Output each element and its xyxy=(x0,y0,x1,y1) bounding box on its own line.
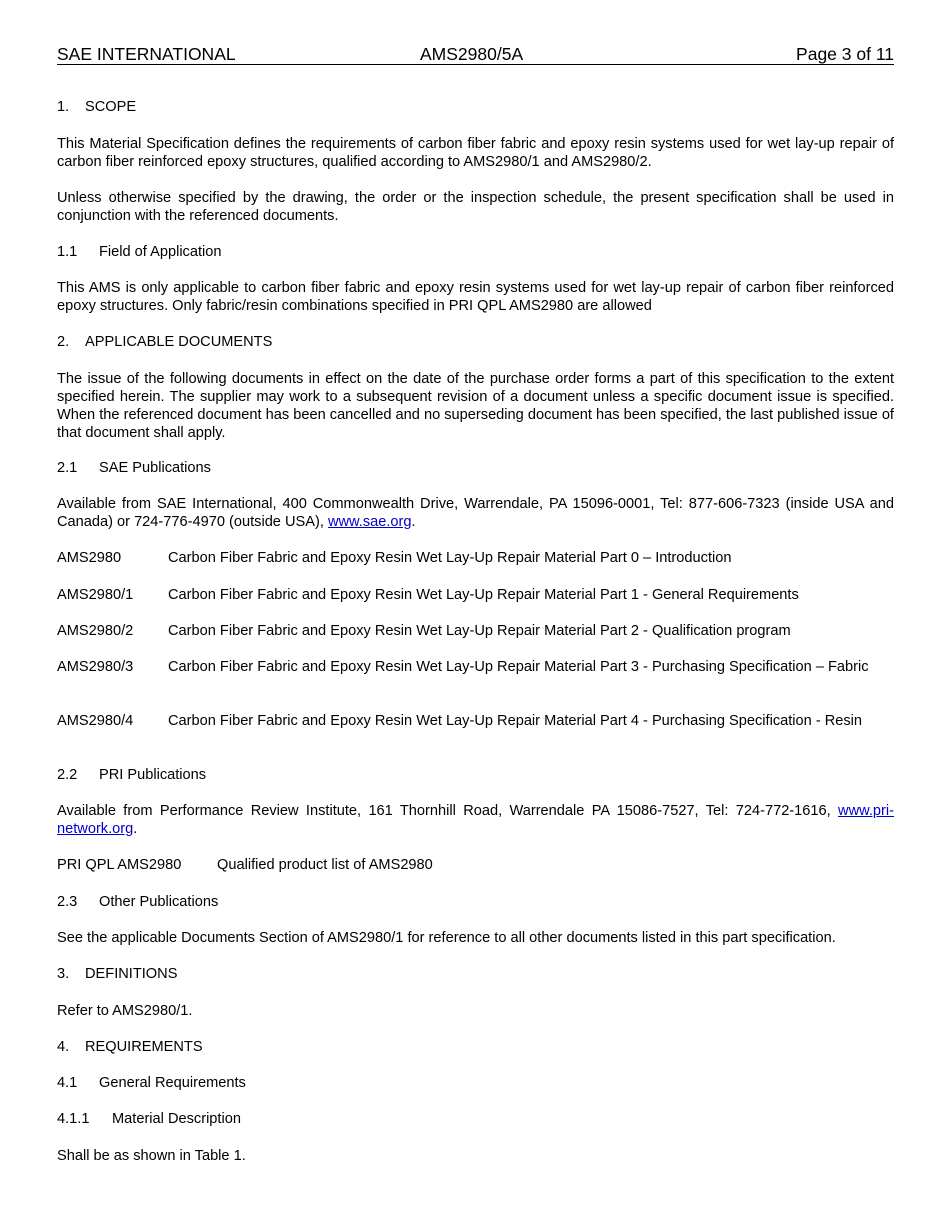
reference-description: Carbon Fiber Fabric and Epoxy Resin Wet Lay-Up Repair Material Part 0 – Introduction xyxy=(168,550,732,566)
section-heading-applicable-documents xyxy=(57,333,894,351)
other-publications-paragraph: See the applicable Documents Section of AMS2980/1 for reference to all other documents listed in this part specification. xyxy=(57,930,836,946)
section-heading-field-of-application xyxy=(57,243,894,261)
section-title: REQUIREMENTS xyxy=(85,1039,203,1055)
scope-paragraph-1: This Material Specification defines the requirements of carbon fiber fabric and epoxy resin systems used for wet lay-up repair of carbon fiber reinforced epoxy structures, qualified according to AMS2980/1 and AMS2980/2. xyxy=(57,136,894,170)
section-title: APPLICABLE DOCUMENTS xyxy=(85,334,273,350)
section-number: 4.1.1 xyxy=(57,1111,90,1127)
reference-description: Carbon Fiber Fabric and Epoxy Resin Wet Lay-Up Repair Material Part 4 - Purchasing Specification - Resin xyxy=(168,713,863,729)
section-heading-scope xyxy=(57,98,894,116)
header-doc-id: AMS2980/5A xyxy=(420,44,524,64)
sae-availability-paragraph xyxy=(57,495,894,531)
material-description-paragraph: Shall be as shown in Table 1. xyxy=(57,1148,246,1164)
reference-code: PRI QPL AMS2980 xyxy=(57,857,182,873)
section-number: 2.2 xyxy=(57,767,78,783)
section-number: 2.1 xyxy=(57,460,78,476)
sae-availability-text: Available from SAE International, 400 Commonwealth Drive, Warrendale, PA 15096-0001, Tel: 877-606-7323 (inside USA and Canada) or 724-776-4970 (outside USA), xyxy=(57,496,894,530)
pri-website-link[interactable]: www.pri-network.org xyxy=(57,803,894,837)
section-heading-definitions xyxy=(57,965,894,983)
reference-code: AMS2980 xyxy=(57,550,122,566)
reference-description: Carbon Fiber Fabric and Epoxy Resin Wet Lay-Up Repair Material Part 2 - Qualification program xyxy=(168,623,791,639)
section-title: General Requirements xyxy=(99,1075,246,1091)
section-title: Field of Application xyxy=(99,244,222,260)
section-title: SCOPE xyxy=(85,99,137,115)
reference-code: AMS2980/2 xyxy=(57,623,134,639)
section-title: DEFINITIONS xyxy=(85,966,178,982)
definitions-paragraph: Refer to AMS2980/1. xyxy=(57,1003,193,1019)
section-title: SAE Publications xyxy=(99,460,211,476)
sae-availability-end: . xyxy=(411,514,416,530)
reference-description: Qualified product list of AMS2980 xyxy=(217,857,433,873)
section-number: 1. xyxy=(57,99,70,115)
section-heading-requirements xyxy=(57,1038,894,1056)
section-heading-general-requirements xyxy=(57,1074,894,1092)
reference-code: AMS2980/3 xyxy=(57,659,134,675)
header-page-number: Page 3 of 11 xyxy=(796,44,894,64)
sae-website-link[interactable]: www.sae.org xyxy=(327,514,412,530)
reference-code: AMS2980/1 xyxy=(57,587,134,603)
section-number: 1.1 xyxy=(57,244,78,260)
section-title: PRI Publications xyxy=(99,767,207,783)
applicable-documents-paragraph: The issue of the following documents in effect on the date of the purchase order forms a part of this specification to the extent specified herein. The supplier may work to a subsequent revision of a document unless a specific document issue is specified. When the referenced document has been cancelled and no superseding document has been specified, the last published issue of that document shall apply. xyxy=(57,371,894,441)
section-title: Other Publications xyxy=(99,894,219,910)
section-heading-sae-publications xyxy=(57,459,894,477)
reference-description: Carbon Fiber Fabric and Epoxy Resin Wet Lay-Up Repair Material Part 3 - Purchasing Specification – Fabric xyxy=(168,659,869,675)
page-header xyxy=(57,44,894,65)
section-heading-other-publications xyxy=(57,893,894,911)
section-number: 2. xyxy=(57,334,70,350)
section-number: 4.1 xyxy=(57,1075,78,1091)
section-heading-material-description xyxy=(57,1110,894,1128)
section-number: 4. xyxy=(57,1039,70,1055)
reference-description: Carbon Fiber Fabric and Epoxy Resin Wet Lay-Up Repair Material Part 1 - General Requirements xyxy=(168,587,799,603)
pri-availability-text: Available from Performance Review Institute, 161 Thornhill Road, Warrendale PA 15086-7527, Tel: 724-772-1616, xyxy=(57,803,839,819)
reference-code: AMS2980/4 xyxy=(57,713,134,729)
scope-paragraph-2: Unless otherwise specified by the drawing, the order or the inspection schedule, the present specification shall be used in conjunction with the referenced documents. xyxy=(57,190,894,224)
pri-availability-end: . xyxy=(133,821,138,837)
pri-availability-paragraph xyxy=(57,802,894,838)
section-heading-pri-publications xyxy=(57,766,894,784)
section-number: 2.3 xyxy=(57,894,78,910)
header-org: SAE INTERNATIONAL xyxy=(57,44,236,64)
section-title: Material Description xyxy=(112,1111,241,1127)
field-of-application-paragraph: This AMS is only applicable to carbon fiber fabric and epoxy resin systems used for wet lay-up repair of carbon fiber reinforced epoxy structures. Only fabric/resin combinations specified in PRI QPL AMS2980 are allowed xyxy=(57,280,894,314)
section-number: 3. xyxy=(57,966,70,982)
